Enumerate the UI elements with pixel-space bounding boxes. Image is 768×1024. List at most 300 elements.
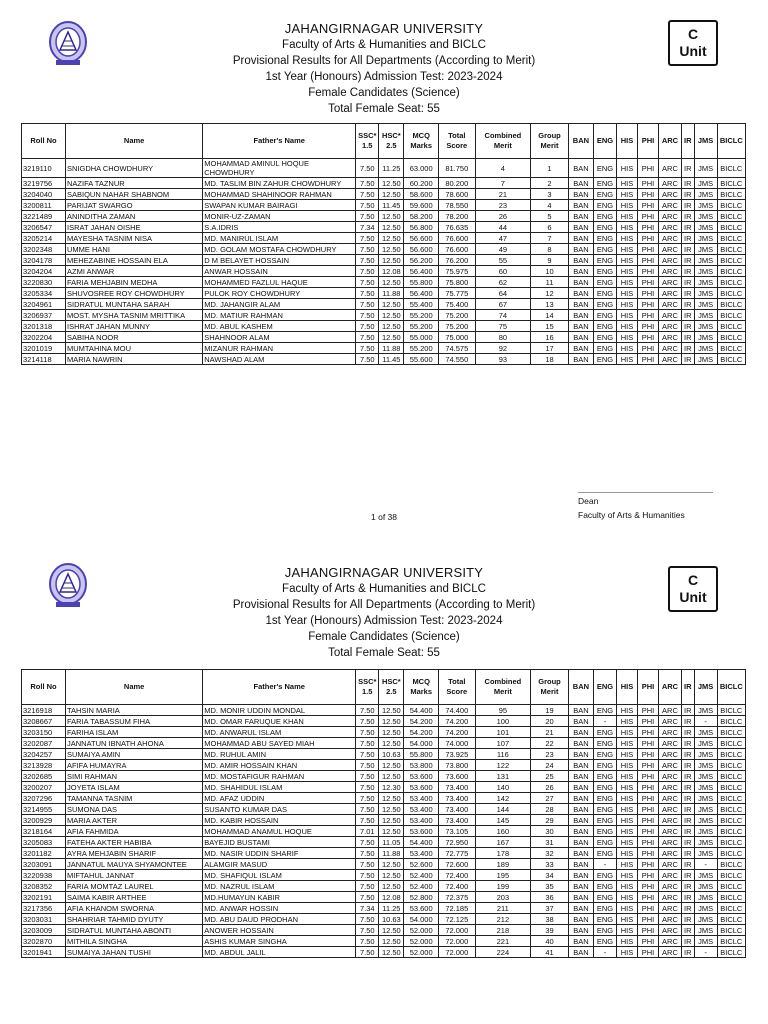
ssc-score: 7.50 xyxy=(356,771,379,782)
table-row xyxy=(22,705,746,716)
combined-merit: 144 xyxy=(475,804,531,815)
dept-arc: ARC xyxy=(658,716,681,727)
col-ssc: SSC* 1.5 xyxy=(356,124,379,159)
dept-jms: JMS xyxy=(694,738,717,749)
total-score: 72.375 xyxy=(438,892,475,903)
father-name: SHAHNOOR ALAM xyxy=(203,332,356,343)
dept-phi: PHI xyxy=(638,332,659,343)
roll-no: 3205214 xyxy=(22,233,66,244)
mcq-marks: 60.200 xyxy=(404,178,439,189)
total-score: 73.600 xyxy=(438,771,475,782)
dept-jms: - xyxy=(694,859,717,870)
student-name: FARIA MOMTAZ LAUREL xyxy=(66,881,203,892)
hsc-score: 12.30 xyxy=(379,782,404,793)
ssc-score: 7.50 xyxy=(356,159,379,178)
result-page-2 xyxy=(0,552,768,1024)
total-score: 72.600 xyxy=(438,859,475,870)
table-row xyxy=(22,870,746,881)
mcq-marks: 56.400 xyxy=(404,266,439,277)
dept-jms: JMS xyxy=(694,705,717,716)
dept-ir: IR xyxy=(682,705,695,716)
dept-phi: PHI xyxy=(638,211,659,222)
hsc-score: 12.50 xyxy=(379,936,404,947)
ssc-score: 7.50 xyxy=(356,859,379,870)
dept-phi: PHI xyxy=(638,178,659,189)
student-name: MITHILA SINGHA xyxy=(66,936,203,947)
hsc-score: 11.05 xyxy=(379,837,404,848)
dept-phi: PHI xyxy=(638,771,659,782)
dept-ir: IR xyxy=(682,804,695,815)
table-row xyxy=(22,332,746,343)
group-merit: 9 xyxy=(531,255,569,266)
combined-merit: 92 xyxy=(475,343,531,354)
ssc-score: 7.50 xyxy=(356,211,379,222)
roll-no: 3200207 xyxy=(22,782,66,793)
mcq-marks: 55.200 xyxy=(404,321,439,332)
student-name: MARIA NAWRIN xyxy=(66,354,203,365)
dept-ban: BAN xyxy=(568,771,593,782)
dept-eng: ENG xyxy=(594,804,617,815)
group-merit: 7 xyxy=(531,233,569,244)
dept-arc: ARC xyxy=(658,760,681,771)
dept-arc: ARC xyxy=(658,189,681,200)
dept-ir: IR xyxy=(682,793,695,804)
dept-ir: IR xyxy=(682,343,695,354)
mcq-marks: 53.400 xyxy=(404,793,439,804)
group-merit: 16 xyxy=(531,332,569,343)
dept-jms: - xyxy=(694,947,717,958)
dept-biclc: BICLC xyxy=(717,870,745,881)
col-biclc: BICLC xyxy=(717,670,745,705)
table-row xyxy=(22,793,746,804)
dept-ir: IR xyxy=(682,870,695,881)
combined-merit: 140 xyxy=(475,782,531,793)
dept-biclc: BICLC xyxy=(717,848,745,859)
group-merit: 37 xyxy=(531,903,569,914)
combined-merit: 74 xyxy=(475,310,531,321)
dept-ir: IR xyxy=(682,859,695,870)
total-score: 72.000 xyxy=(438,925,475,936)
col-eng: ENG xyxy=(594,124,617,159)
group-merit: 23 xyxy=(531,749,569,760)
dept-jms: JMS xyxy=(694,793,717,804)
dept-ban: BAN xyxy=(568,299,593,310)
combined-merit: 26 xyxy=(475,211,531,222)
dept-eng: ENG xyxy=(594,343,617,354)
roll-no: 3214955 xyxy=(22,804,66,815)
dept-ban: BAN xyxy=(568,288,593,299)
dean-title: Dean xyxy=(578,496,599,506)
table-row xyxy=(22,211,746,222)
combined-merit: 116 xyxy=(475,749,531,760)
unit-badge xyxy=(668,566,718,612)
dept-ban: BAN xyxy=(568,749,593,760)
col-group: Group Merit xyxy=(531,670,569,705)
hsc-score: 12.50 xyxy=(379,705,404,716)
dept-ir: IR xyxy=(682,189,695,200)
student-name: SUMONA DAS xyxy=(66,804,203,815)
dept-ban: BAN xyxy=(568,914,593,925)
table-row xyxy=(22,244,746,255)
dept-jms: JMS xyxy=(694,255,717,266)
dept-his: HIS xyxy=(617,705,638,716)
hsc-score: 12.50 xyxy=(379,244,404,255)
combined-merit: 122 xyxy=(475,760,531,771)
mcq-marks: 54.400 xyxy=(404,837,439,848)
combined-merit: 211 xyxy=(475,903,531,914)
mcq-marks: 55.200 xyxy=(404,343,439,354)
dept-his: HIS xyxy=(617,892,638,903)
dept-biclc: BICLC xyxy=(717,837,745,848)
ssc-score: 7.50 xyxy=(356,299,379,310)
dept-jms: JMS xyxy=(694,749,717,760)
father-name: MD. MOSTAFIGUR RAHMAN xyxy=(203,771,356,782)
dept-his: HIS xyxy=(617,255,638,266)
dept-arc: ARC xyxy=(658,892,681,903)
table-row xyxy=(22,299,746,310)
results-table xyxy=(21,669,746,958)
hsc-score: 12.50 xyxy=(379,277,404,288)
roll-no: 3203091 xyxy=(22,859,66,870)
dept-biclc: BICLC xyxy=(717,881,745,892)
dept-ir: IR xyxy=(682,716,695,727)
dept-biclc: BICLC xyxy=(717,321,745,332)
page-header xyxy=(0,20,768,117)
dept-ir: IR xyxy=(682,321,695,332)
col-jms: JMS xyxy=(694,124,717,159)
mcq-marks: 53.600 xyxy=(404,826,439,837)
dept-phi: PHI xyxy=(638,804,659,815)
mcq-marks: 52.000 xyxy=(404,936,439,947)
dept-jms: JMS xyxy=(694,266,717,277)
father-name: MOHAMMED FAZLUL HAQUE xyxy=(203,277,356,288)
total-score: 72.950 xyxy=(438,837,475,848)
mcq-marks: 52.000 xyxy=(404,947,439,958)
results-title: Provisional Results for All Departments (According to Merit) xyxy=(232,599,536,611)
student-name: AFIA KHANOM SWORNA xyxy=(66,903,203,914)
hsc-score: 12.50 xyxy=(379,859,404,870)
dept-ir: IR xyxy=(682,826,695,837)
dept-his: HIS xyxy=(617,925,638,936)
table-row xyxy=(22,354,746,365)
dept-arc: ARC xyxy=(658,222,681,233)
father-name: MD. MONIR UDDIN MONDAL xyxy=(203,705,356,716)
father-name: D M BELAYET HOSSAIN xyxy=(203,255,356,266)
dept-his: HIS xyxy=(617,310,638,321)
roll-no: 3201019 xyxy=(22,343,66,354)
group-merit: 24 xyxy=(531,760,569,771)
dept-phi: PHI xyxy=(638,870,659,881)
student-name: ISHRAT JAHAN MUNNY xyxy=(66,321,203,332)
total-score: 72.775 xyxy=(438,848,475,859)
combined-merit: 62 xyxy=(475,277,531,288)
hsc-score: 12.50 xyxy=(379,826,404,837)
dept-his: HIS xyxy=(617,288,638,299)
dept-phi: PHI xyxy=(638,200,659,211)
dept-ir: IR xyxy=(682,299,695,310)
dept-eng: ENG xyxy=(594,870,617,881)
father-name: MOHAMMAD ABU SAYED MIAH xyxy=(203,738,356,749)
table-row xyxy=(22,892,746,903)
student-name: TAHSIN MARIA xyxy=(66,705,203,716)
col-hsc: HSC* 2.5 xyxy=(379,670,404,705)
dept-ban: BAN xyxy=(568,244,593,255)
father-name: ASHIS KUMAR SINGHA xyxy=(203,936,356,947)
table-row xyxy=(22,310,746,321)
mcq-marks: 58.600 xyxy=(404,189,439,200)
father-name: SWAPAN KUMAR BAIRAGI xyxy=(203,200,356,211)
mcq-marks: 53.600 xyxy=(404,903,439,914)
dept-biclc: BICLC xyxy=(717,159,745,178)
ssc-score: 7.50 xyxy=(356,727,379,738)
father-name: MD. JAHANGIR ALAM xyxy=(203,299,356,310)
mcq-marks: 55.800 xyxy=(404,277,439,288)
combined-merit: 101 xyxy=(475,727,531,738)
results-body xyxy=(22,705,746,958)
dept-his: HIS xyxy=(617,343,638,354)
dept-ban: BAN xyxy=(568,859,593,870)
group-merit: 13 xyxy=(531,299,569,310)
dept-jms: JMS xyxy=(694,200,717,211)
student-name: PARIJAT SWARGO xyxy=(66,200,203,211)
roll-no: 3204178 xyxy=(22,255,66,266)
dept-his: HIS xyxy=(617,233,638,244)
roll-no: 3202087 xyxy=(22,738,66,749)
student-name: MUMTAHINA MOU xyxy=(66,343,203,354)
combined-merit: 167 xyxy=(475,837,531,848)
dept-phi: PHI xyxy=(638,343,659,354)
hsc-score: 11.25 xyxy=(379,159,404,178)
ssc-score: 7.50 xyxy=(356,189,379,200)
dept-ban: BAN xyxy=(568,332,593,343)
ssc-score: 7.50 xyxy=(356,266,379,277)
dept-arc: ARC xyxy=(658,332,681,343)
table-row xyxy=(22,881,746,892)
roll-no: 3203150 xyxy=(22,727,66,738)
table-row xyxy=(22,837,746,848)
ssc-score: 7.50 xyxy=(356,892,379,903)
dept-his: HIS xyxy=(617,738,638,749)
dept-arc: ARC xyxy=(658,244,681,255)
dept-biclc: BICLC xyxy=(717,299,745,310)
dept-ban: BAN xyxy=(568,815,593,826)
dept-jms: JMS xyxy=(694,771,717,782)
dept-biclc: BICLC xyxy=(717,310,745,321)
dept-his: HIS xyxy=(617,859,638,870)
group-merit: 36 xyxy=(531,892,569,903)
father-name: MOHAMMAD SHAHINOOR RAHMAN xyxy=(203,189,356,200)
ssc-score: 7.50 xyxy=(356,343,379,354)
mcq-marks: 56.600 xyxy=(404,244,439,255)
unit-letter: C xyxy=(687,572,699,588)
group-merit: 21 xyxy=(531,727,569,738)
hsc-score: 11.88 xyxy=(379,288,404,299)
mcq-marks: 52.000 xyxy=(404,925,439,936)
table-row xyxy=(22,749,746,760)
dept-phi: PHI xyxy=(638,716,659,727)
dept-biclc: BICLC xyxy=(717,266,745,277)
table-row xyxy=(22,903,746,914)
total-score: 73.925 xyxy=(438,749,475,760)
results-table xyxy=(21,123,746,365)
dept-ir: IR xyxy=(682,760,695,771)
dept-jms: JMS xyxy=(694,332,717,343)
dept-his: HIS xyxy=(617,266,638,277)
group-merit: 20 xyxy=(531,716,569,727)
table-row xyxy=(22,233,746,244)
dept-eng: ENG xyxy=(594,233,617,244)
total-score: 80.200 xyxy=(438,178,475,189)
dept-ban: BAN xyxy=(568,936,593,947)
total-score: 73.105 xyxy=(438,826,475,837)
hsc-score: 12.50 xyxy=(379,804,404,815)
roll-no: 3206547 xyxy=(22,222,66,233)
col-arc: ARC xyxy=(658,124,681,159)
dept-his: HIS xyxy=(617,760,638,771)
dept-ir: IR xyxy=(682,255,695,266)
dept-biclc: BICLC xyxy=(717,705,745,716)
dept-jms: JMS xyxy=(694,343,717,354)
dept-ban: BAN xyxy=(568,255,593,266)
father-name: MD. MANIRUL ISLAM xyxy=(203,233,356,244)
ssc-score: 7.50 xyxy=(356,870,379,881)
dept-biclc: BICLC xyxy=(717,189,745,200)
dept-biclc: BICLC xyxy=(717,288,745,299)
dept-ban: BAN xyxy=(568,892,593,903)
group-merit: 6 xyxy=(531,222,569,233)
table-row xyxy=(22,760,746,771)
dept-eng: ENG xyxy=(594,925,617,936)
candidate-group: Female Candidates (Science) xyxy=(308,87,460,99)
roll-no: 3220830 xyxy=(22,277,66,288)
mcq-marks: 54.000 xyxy=(404,914,439,925)
dept-arc: ARC xyxy=(658,815,681,826)
roll-no: 3214118 xyxy=(22,354,66,365)
unit-label: Unit xyxy=(679,43,707,59)
dept-eng: ENG xyxy=(594,244,617,255)
table-row xyxy=(22,815,746,826)
dept-eng: ENG xyxy=(594,255,617,266)
dept-ir: IR xyxy=(682,914,695,925)
total-score: 75.200 xyxy=(438,310,475,321)
mcq-marks: 54.200 xyxy=(404,716,439,727)
dept-ban: BAN xyxy=(568,826,593,837)
father-name: MD. ANWARUL ISLAM xyxy=(203,727,356,738)
roll-no: 3203031 xyxy=(22,914,66,925)
mcq-marks: 52.400 xyxy=(404,870,439,881)
dept-ir: IR xyxy=(682,354,695,365)
dept-eng: ENG xyxy=(594,848,617,859)
table-row xyxy=(22,738,746,749)
unit-letter: C xyxy=(687,26,699,42)
student-name: MOST. MYSHA TASNIM MRITTIKA xyxy=(66,310,203,321)
ssc-score: 7.50 xyxy=(356,815,379,826)
mcq-marks: 55.200 xyxy=(404,310,439,321)
total-seats: Total Female Seat: 55 xyxy=(328,647,440,659)
dept-biclc: BICLC xyxy=(717,947,745,958)
roll-no: 3219756 xyxy=(22,178,66,189)
dept-his: HIS xyxy=(617,727,638,738)
col-hsc: HSC* 2.5 xyxy=(379,124,404,159)
faculty-line: Faculty of Arts & Humanities and BICLC xyxy=(282,583,486,595)
dept-ban: BAN xyxy=(568,837,593,848)
table-header-row xyxy=(22,670,746,705)
dept-ban: BAN xyxy=(568,211,593,222)
total-score: 74.400 xyxy=(438,705,475,716)
dept-eng: - xyxy=(594,859,617,870)
dept-arc: ARC xyxy=(658,738,681,749)
dept-phi: PHI xyxy=(638,727,659,738)
col-ssc: SSC* 1.5 xyxy=(356,670,379,705)
table-row xyxy=(22,288,746,299)
total-score: 73.400 xyxy=(438,804,475,815)
student-name: FARIHA ISLAM xyxy=(66,727,203,738)
dept-arc: ARC xyxy=(658,936,681,947)
group-merit: 33 xyxy=(531,859,569,870)
group-merit: 3 xyxy=(531,189,569,200)
dept-phi: PHI xyxy=(638,321,659,332)
results-body xyxy=(22,159,746,365)
roll-no: 3205083 xyxy=(22,837,66,848)
father-name: ANWAR HOSSAIN xyxy=(203,266,356,277)
total-score: 75.775 xyxy=(438,288,475,299)
dept-phi: PHI xyxy=(638,738,659,749)
group-merit: 5 xyxy=(531,211,569,222)
dept-jms: JMS xyxy=(694,903,717,914)
hsc-score: 12.50 xyxy=(379,189,404,200)
mcq-marks: 54.400 xyxy=(404,705,439,716)
total-score: 75.800 xyxy=(438,277,475,288)
father-name: MD. SHAHIDUL ISLAM xyxy=(203,782,356,793)
table-row xyxy=(22,277,746,288)
dept-jms: JMS xyxy=(694,159,717,178)
dept-biclc: BICLC xyxy=(717,914,745,925)
dept-eng: ENG xyxy=(594,211,617,222)
roll-no: 3204040 xyxy=(22,189,66,200)
col-mcq: MCQ Marks xyxy=(404,124,439,159)
dept-arc: ARC xyxy=(658,837,681,848)
ssc-score: 7.50 xyxy=(356,178,379,189)
dept-phi: PHI xyxy=(638,826,659,837)
table-row xyxy=(22,266,746,277)
dept-jms: JMS xyxy=(694,354,717,365)
col-his: HIS xyxy=(617,670,638,705)
father-name: MD. ABDUL JALIL xyxy=(203,947,356,958)
dept-arc: ARC xyxy=(658,826,681,837)
father-name: MD. NASIR UDDIN SHARIF xyxy=(203,848,356,859)
faculty-line: Faculty of Arts & Humanities and BICLC xyxy=(282,39,486,51)
table-row xyxy=(22,771,746,782)
dept-biclc: BICLC xyxy=(717,727,745,738)
father-name: NAWSHAD ALAM xyxy=(203,354,356,365)
page-header xyxy=(0,564,768,661)
combined-merit: 195 xyxy=(475,870,531,881)
student-name: SIDRATUL MUNTAHA SARAH xyxy=(66,299,203,310)
mcq-marks: 55.600 xyxy=(404,354,439,365)
combined-merit: 221 xyxy=(475,936,531,947)
candidate-group: Female Candidates (Science) xyxy=(308,631,460,643)
dept-phi: PHI xyxy=(638,159,659,178)
dept-phi: PHI xyxy=(638,705,659,716)
dept-jms: JMS xyxy=(694,760,717,771)
dept-ban: BAN xyxy=(568,947,593,958)
hsc-score: 12.50 xyxy=(379,211,404,222)
col-name: Name xyxy=(66,124,203,159)
admission-test: 1st Year (Honours) Admission Test: 2023-2024 xyxy=(265,71,503,83)
dept-biclc: BICLC xyxy=(717,760,745,771)
student-name: SAIMA KABIR ARTHEE xyxy=(66,892,203,903)
dept-biclc: BICLC xyxy=(717,200,745,211)
